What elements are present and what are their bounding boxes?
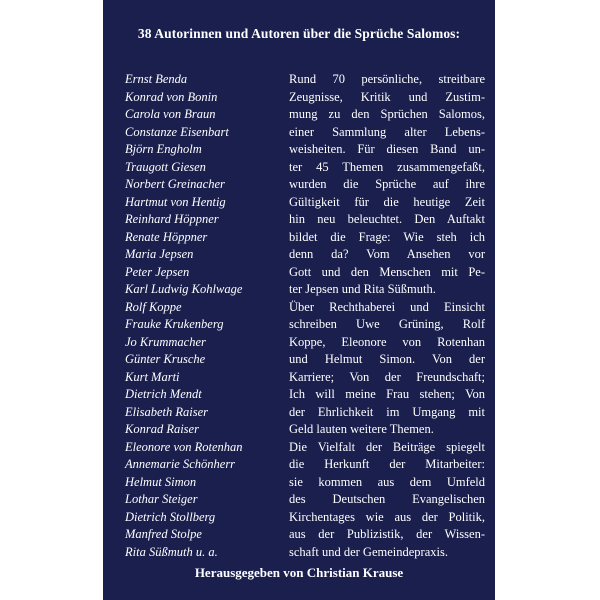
description-line: mung zu den Sprüchen Salomos, — [289, 107, 485, 121]
author-name: Jo Krummacher — [125, 334, 206, 349]
author-name: Maria Jepsen — [125, 247, 194, 261]
author-name: Lothar Steiger — [125, 492, 198, 506]
author-name: Hartmut von Hentig — [125, 194, 226, 209]
author-name: Björn Engholm — [125, 142, 202, 156]
author-name: Dietrich Stollberg — [125, 509, 216, 524]
description-line: Karriere; Von der Freundschaft; — [289, 369, 485, 384]
author-name: Constanze Eisenbart — [125, 124, 229, 139]
author-name: Rolf Koppe — [125, 299, 182, 314]
description-line: Zeugnisse, Kritik und Zustim- — [289, 89, 485, 104]
description-text — [289, 71, 485, 561]
author-name: Konrad Raiser — [125, 422, 199, 436]
author-name: Dietrich Mendt — [125, 387, 202, 401]
author-name: Renate Höppner — [125, 229, 208, 244]
author-name: Helmut Simon — [125, 474, 197, 489]
description-line: schreiben Uwe Grüning, Rolf — [289, 317, 485, 331]
author-name: Rita Süßmuth u. a. — [125, 544, 218, 559]
author-name: Traugott Giesen — [125, 159, 206, 174]
author-name: Günter Krusche — [125, 352, 206, 366]
description-line: denn da? Vom Ansehen vor — [289, 247, 485, 261]
description-line: einer Sammlung alter Lebens- — [289, 124, 485, 139]
description-line: Geld lauten weitere Themen. — [289, 422, 434, 436]
description-line: bildet die Frage: Wie steh ich — [289, 229, 485, 244]
editor-credit: Herausgegeben von Christian Krause — [194, 565, 404, 580]
description-line: schaft und der Gemeindepraxis. — [289, 544, 448, 559]
description-line: ter Jepsen und Rita Süßmuth. — [289, 282, 436, 296]
description-line: hin neu beleuchtet. Den Auftakt — [289, 212, 485, 226]
description-line: Rund 70 persönliche, streitbare — [289, 72, 485, 86]
description-line: Gültigkeit für die heutige Zeit — [289, 194, 485, 209]
cover-heading: 38 Autorinnen und Autoren über die Sprüche Salomos: — [137, 26, 461, 41]
author-name: Frauke Krukenberg — [125, 317, 224, 331]
book-back-cover — [103, 0, 495, 600]
author-name: Carola von Braun — [125, 107, 216, 121]
author-list — [125, 71, 295, 561]
author-name: Annemarie Schönherr — [125, 457, 236, 471]
description-line: und Helmut Simon. Von der — [289, 352, 485, 366]
author-name: Peter Jepsen — [125, 264, 190, 279]
description-line: die Herkunft der Mitarbeiter: — [289, 457, 485, 471]
description-line: sie kommen aus dem Umfeld — [289, 474, 485, 489]
author-name: Karl Ludwig Kohlwage — [125, 282, 243, 296]
description-line: des Deutschen Evangelischen — [289, 492, 485, 506]
description-line: Kirchentages wie aus der Politik, — [289, 509, 485, 524]
author-name: Norbert Greinacher — [125, 177, 225, 191]
author-name: Kurt Marti — [125, 369, 180, 384]
description-line: weisheiten. Für diesen Band un- — [289, 142, 485, 156]
author-name: Elisabeth Raiser — [125, 404, 208, 419]
description-line: wurden die Sprüche auf ihre — [289, 177, 485, 191]
author-name: Ernst Benda — [125, 72, 188, 86]
description-line: Koppe, Eleonore von Rotenhan — [289, 334, 485, 349]
description-line: ter 45 Themen zusammengefaßt, — [289, 159, 485, 174]
description-line: aus der Publizistik, der Wissen- — [289, 527, 485, 541]
description-line: Gott und den Menschen mit Pe- — [289, 264, 485, 279]
author-name: Manfred Stolpe — [125, 527, 202, 541]
description-line: Über Rechthaberei und Einsicht — [289, 299, 485, 314]
description-line: der Ehrlichkeit im Umgang mit — [289, 404, 485, 419]
author-name: Eleonore von Rotenhan — [125, 439, 243, 454]
author-name: Konrad von Bonin — [125, 89, 218, 104]
description-line: Ich will meine Frau stehen; Von — [289, 387, 485, 401]
description-line: Die Vielfalt der Beiträge spiegelt — [289, 439, 485, 454]
author-name: Reinhard Höppner — [125, 212, 219, 226]
